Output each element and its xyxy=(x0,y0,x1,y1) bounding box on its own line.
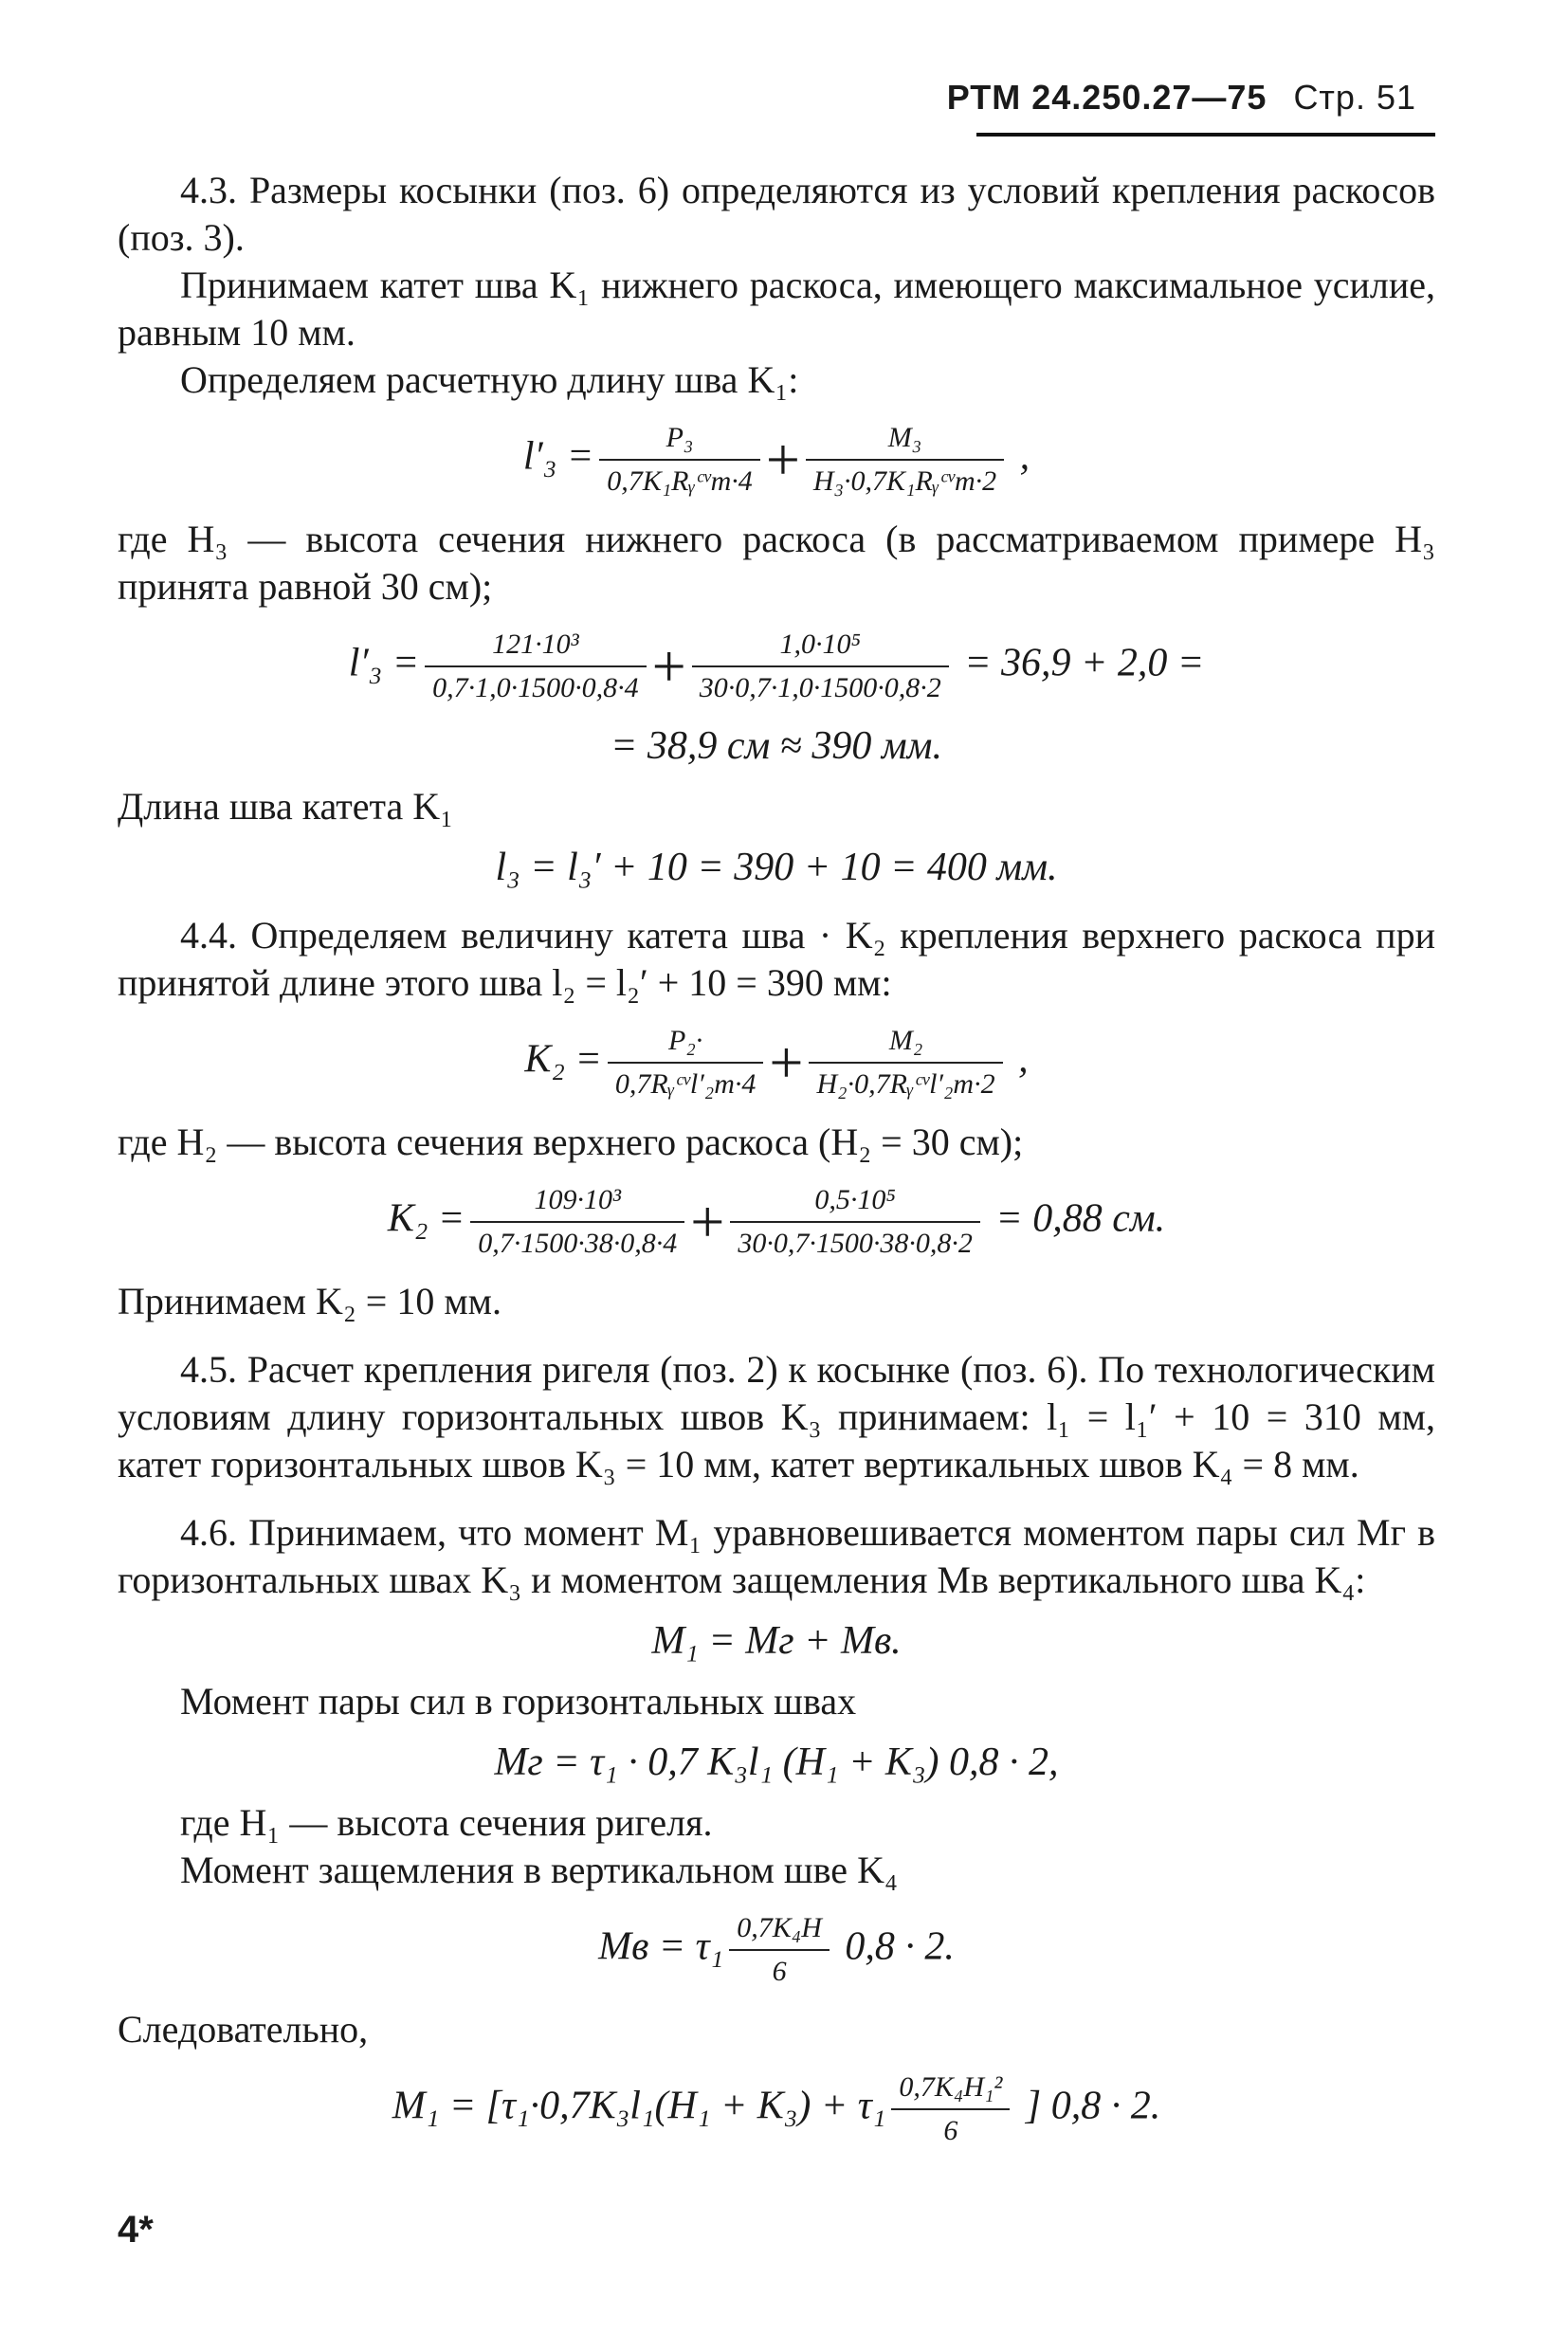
formula-lhs: K₂ = xyxy=(524,1037,602,1082)
fraction-numerator: 1,0·10⁵ xyxy=(692,626,949,667)
formula-rhs: = 0,88 см. xyxy=(985,1196,1166,1241)
formula-rhs: = 36,9 + 2,0 = xyxy=(954,641,1205,685)
fraction xyxy=(599,419,760,501)
fraction-numerator: P₂· xyxy=(608,1022,764,1064)
document-code: РТМ 24.250.27—75 xyxy=(946,78,1267,117)
page-header xyxy=(947,78,1416,118)
paragraph: Момент защемления в вертикальном шве K₄ xyxy=(180,1849,898,1891)
formula-rhs: 0,8 · 2. xyxy=(834,1924,955,1969)
signature-mark: 4* xyxy=(118,2209,154,2251)
fraction-formula xyxy=(118,2069,1435,2150)
fraction-numerator: M₂ xyxy=(809,1022,1002,1064)
fraction-numerator: 0,7K₄H xyxy=(729,1909,830,1951)
paragraph: 4.5. Расчет крепления ригеля (поз. 2) к косынке (поз. 6). По технологическим условиям длину горизонтальных швов K₃ принимаем: l₁ = l₁′ + 10 = 310 мм, катет горизонтальных швов K₃ = 10 мм, катет вертикальных швов K₄ = 8 мм. xyxy=(118,1348,1435,1485)
paragraph: 4.3. Размеры косынки (поз. 6) определяются из условий крепления раскосов (поз. 3). xyxy=(118,169,1435,259)
formula-lhs: K₂ = xyxy=(387,1196,465,1241)
fraction-formula xyxy=(118,626,1435,707)
formula-lhs: Mв = τ₁ xyxy=(598,1924,724,1969)
fraction-numerator: 0,5·10⁵ xyxy=(730,1181,980,1223)
fraction xyxy=(729,1909,830,1991)
fraction-denominator: 0,7·1500·38·0,8·4 xyxy=(478,1228,678,1259)
formula-rhs: , xyxy=(1008,1037,1029,1082)
formula-rhs: , xyxy=(1010,434,1030,479)
paragraph: Принимаем катет шва K₁ нижнего раскоса, имеющего максимальное усилие, равным 10 мм. xyxy=(118,264,1435,354)
fraction xyxy=(425,626,647,707)
fraction-formula xyxy=(118,1909,1435,1991)
fraction xyxy=(692,626,949,707)
formula-lhs: l′₃ = xyxy=(348,641,420,685)
plus-sign: + xyxy=(651,632,686,700)
fraction-numerator: P₃ xyxy=(599,419,760,461)
fraction-denominator: 6 xyxy=(943,2115,958,2146)
paragraph: где H₂ — высота сечения верхнего раскоса (H₂ = 30 см); xyxy=(118,1121,1024,1163)
fraction xyxy=(809,1022,1002,1103)
formula-line: M₁ = Mг + Mв. xyxy=(651,1619,902,1663)
fraction xyxy=(730,1181,980,1263)
paragraph: Принимаем K₂ = 10 мм. xyxy=(118,1280,501,1322)
fraction xyxy=(806,419,1004,501)
formula-line: = 38,9 см ≈ 390 мм. xyxy=(611,724,942,768)
formula-rhs: ] 0,8 · 2. xyxy=(1015,2084,1161,2128)
header-rule xyxy=(976,133,1435,137)
paragraph: Следовательно, xyxy=(118,2008,369,2050)
page-number: Стр. 51 xyxy=(1293,78,1416,117)
paragraph: Момент пары сил в горизонтальных швах xyxy=(180,1680,857,1722)
fraction xyxy=(891,2069,1010,2150)
paragraph: Длина шва катета K₁ xyxy=(118,785,454,828)
paragraph: 4.4. Определяем величину катета шва · K₂ крепления верхнего раскоса при принятой длине этого шва l₂ = l₂′ + 10 = 390 мм: xyxy=(118,914,1435,1004)
plus-sign: + xyxy=(769,1029,804,1096)
fraction-numerator: M₃ xyxy=(806,419,1004,461)
fraction-denominator: 30·0,7·1,0·1500·0,8·2 xyxy=(699,672,941,703)
document-body xyxy=(118,167,1435,2165)
formula-line: Mг = τ₁ · 0,7 K₃l₁ (H₁ + K₃) 0,8 · 2, xyxy=(494,1740,1059,1784)
formula-line: l₃ = l₃′ + 10 = 390 + 10 = 400 мм. xyxy=(495,846,1058,889)
formula-lhs: M₁ = [τ₁·0,7K₃l₁(H₁ + K₃) + τ₁ xyxy=(392,2084,886,2128)
fraction-formula xyxy=(118,1181,1435,1263)
formula-lhs: l′₃ = xyxy=(522,434,594,479)
fraction xyxy=(608,1022,764,1103)
fraction-denominator: H₃·0,7K₁Rᵧᶜᵛm·2 xyxy=(812,465,997,497)
plus-sign: + xyxy=(690,1188,725,1255)
fraction-numerator: 0,7K₄H₁² xyxy=(891,2069,1010,2110)
fraction-denominator: 0,7K₁Rᵧᶜᵛm·4 xyxy=(607,465,753,497)
fraction-numerator: 121·10³ xyxy=(425,626,647,667)
paragraph: 4.6. Принимаем, что момент M₁ уравновешивается моментом пары сил Mг в горизонтальных швах K₃ и моментом защемления Mв вертикального шва K₄: xyxy=(118,1511,1435,1601)
paragraph: где H₃ — высота сечения нижнего раскоса (в рассматриваемом примере H₃ принята равной 30 см); xyxy=(118,518,1435,608)
fraction-denominator: H₂·0,7Rᵧᶜᵛl′₂m·2 xyxy=(816,1068,995,1100)
fraction-denominator: 0,7·1,0·1500·0,8·4 xyxy=(432,672,639,703)
fraction-denominator: 30·0,7·1500·38·0,8·2 xyxy=(738,1228,973,1259)
fraction xyxy=(470,1181,684,1263)
paragraph: Определяем расчетную длину шва K₁: xyxy=(180,358,799,401)
fraction-denominator: 0,7Rᵧᶜᵛl′₂m·4 xyxy=(614,1068,757,1100)
plus-sign: + xyxy=(765,426,800,493)
fraction-numerator: 109·10³ xyxy=(470,1181,684,1223)
fraction-formula xyxy=(118,1022,1435,1103)
fraction-formula xyxy=(118,419,1435,501)
fraction-denominator: 6 xyxy=(772,1956,787,1987)
paragraph: где H₁ — высота сечения ригеля. xyxy=(180,1801,713,1844)
